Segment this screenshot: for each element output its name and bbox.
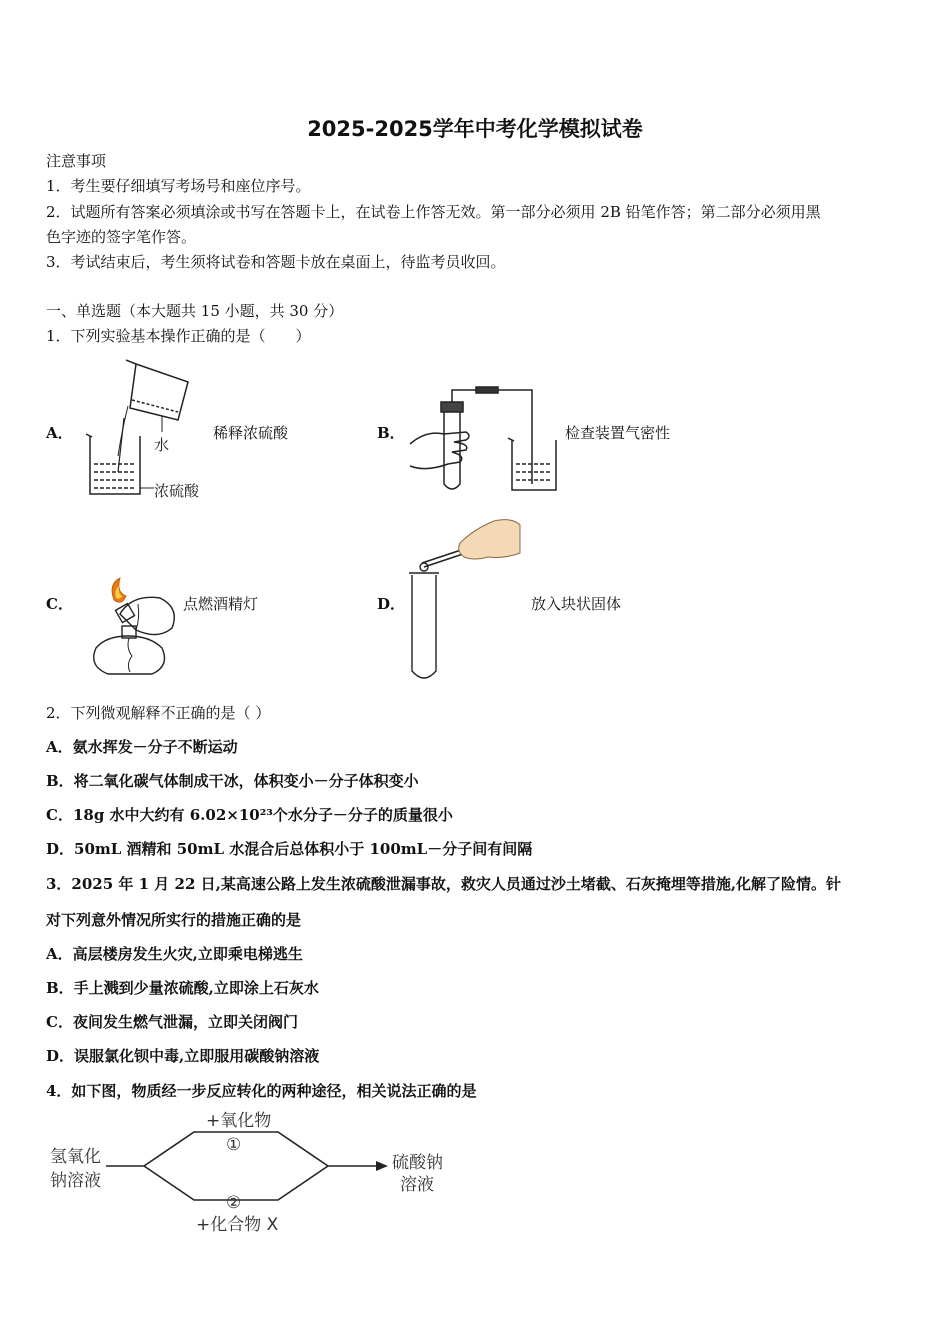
q1-stem: 1．下列实验基本操作正确的是（ ） (46, 327, 311, 345)
q1-option-d-letter: D． (377, 595, 406, 613)
q1-option-b-letter: B． (377, 424, 405, 442)
solid-into-tube-figure (404, 515, 524, 685)
diagram-left-line2: 钠溶液 (50, 1171, 101, 1191)
q2-option-d: D．50mL 酒精和 50mL 水混合后总体积小于 100mL－分子间有间隔 (46, 840, 533, 858)
q2-stem: 2．下列微观解释不正确的是（ ） (46, 704, 271, 722)
diagram-top-label: +氧化物 (206, 1111, 272, 1131)
notice-item-2: 2．试题所有答案必须填涂或书写在答题卡上，在试卷上作答无效。第一部分必须用 2B 铅笔作答；第二部分必须用黑 (46, 203, 821, 221)
alcohol-lamp-figure (80, 578, 186, 684)
notice-item-1: 1．考生要仔细填写考场号和座位序号。 (46, 177, 311, 195)
page-title: 2025-2025学年中考化学模拟试卷 (307, 117, 643, 141)
figure-label-water: 水 (154, 436, 170, 454)
dilute-acid-figure (78, 360, 213, 502)
q3-option-d: D．误服氯化钡中毒,立即服用碳酸钠溶液 (46, 1047, 320, 1065)
reaction-path-diagram (46, 1106, 456, 1236)
notice-item-2-cont: 色字迹的签字笔作答。 (46, 228, 197, 246)
diagram-left-line1: 氢氧化 (50, 1147, 101, 1167)
q2-option-b: B．将二氧化碳气体制成干冰，体积变小－分子体积变小 (46, 772, 419, 790)
notice-item-3: 3．考试结束后，考生须将试卷和答题卡放在桌面上，待监考员收回。 (46, 253, 506, 271)
q1-option-c-text: 点燃酒精灯 (183, 595, 259, 613)
diagram-bottom-num: ② (226, 1193, 242, 1213)
q3-option-a: A．高层楼房发生火灾,立即乘电梯逃生 (46, 945, 303, 963)
q3-option-b: B．手上溅到少量浓硫酸,立即涂上石灰水 (46, 979, 319, 997)
q1-option-c-letter: C． (46, 595, 73, 613)
q3-stem-line2: 对下列意外情况所实行的措施正确的是 (46, 911, 302, 929)
q3-option-c: C．夜间发生燃气泄漏，立即关闭阀门 (46, 1013, 298, 1031)
q3-stem-line1: 3．2025 年 1 月 22 日,某高速公路上发生浓硫酸泄漏事故，救灾人员通过沙土堵截、石灰掩埋等措施,化解了险情。针 (46, 875, 842, 893)
notice-heading: 注意事项 (46, 152, 107, 170)
section-heading: 一、单选题（本大题共 15 小题，共 30 分） (46, 302, 344, 320)
diagram-top-num: ① (226, 1135, 242, 1155)
q1-option-a-letter: A． (46, 424, 73, 442)
q2-option-a: A．氨水挥发－分子不断运动 (46, 738, 238, 756)
airtightness-figure (408, 384, 568, 496)
q4-stem: 4．如下图，物质经一步反应转化的两种途径，相关说法正确的是 (46, 1082, 477, 1100)
q1-option-d-text: 放入块状固体 (531, 595, 622, 613)
diagram-bottom-label: +化合物 X (196, 1215, 279, 1235)
diagram-right-line2: 溶液 (400, 1175, 434, 1195)
diagram-right-line1: 硫酸钠 (392, 1153, 443, 1173)
q1-option-b-text: 检查装置气密性 (565, 424, 671, 442)
q1-option-a-text: 稀释浓硫酸 (213, 424, 289, 442)
figure-label-conc-acid: 浓硫酸 (154, 482, 200, 500)
q2-option-c: C．18g 水中大约有 6.02×10²³个水分子－分子的质量很小 (46, 806, 453, 824)
